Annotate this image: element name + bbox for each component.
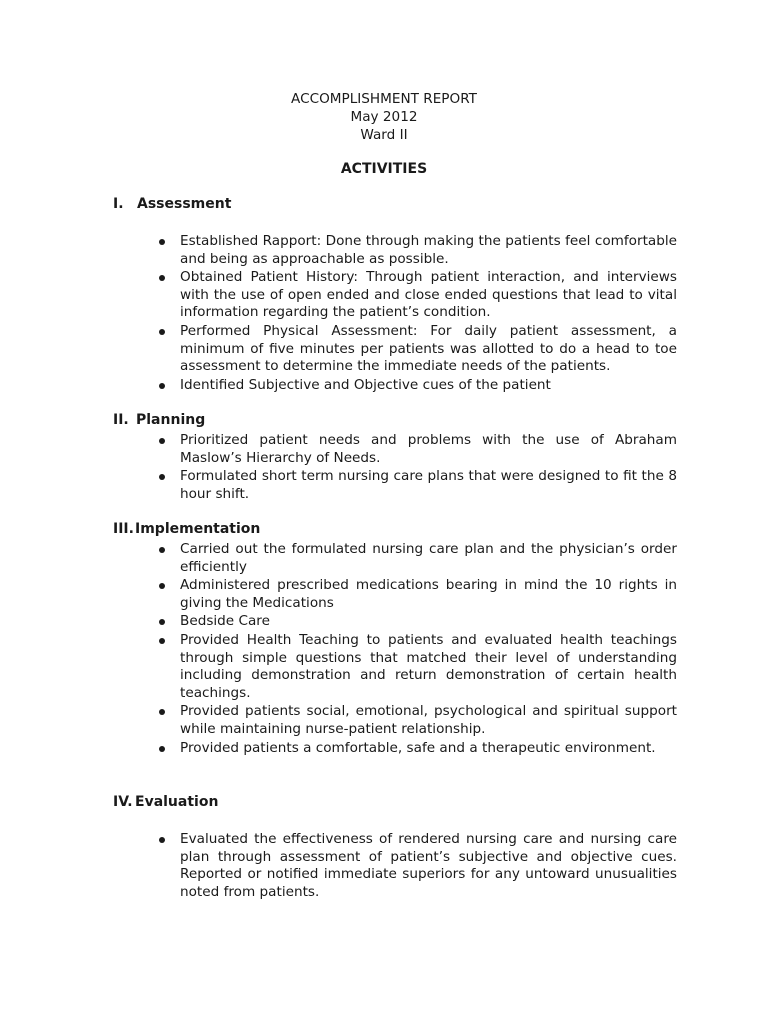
report-date: May 2012 [350,109,418,125]
section-heading-implementation [113,521,260,539]
list-item: Carried out the formulated nursing care plan and the physician’s order efficiently [180,541,677,575]
list-item: Identified Subjective and Objective cues of the patient [180,377,677,395]
section-number: I. [113,196,124,212]
section-title: Evaluation [135,794,219,810]
section-title: Implementation [135,521,261,537]
activities-heading: ACTIVITIES [340,161,428,177]
assessment-list [0,233,768,395]
list-item: Evaluated the effectiveness of rendered nursing care and nursing care plan through assessment of patient’s subjective and objective cues. Reported or notified immediate superiors for any untoward unusualities noted from patients. [180,831,677,900]
section-heading-assessment [113,196,231,214]
list-item: Formulated short term nursing care plans that were designed to fit the 8 hour shift. [180,468,677,502]
section-number: III. [113,521,134,537]
implementation-list [0,541,768,758]
section-number: II. [113,412,129,428]
section-title: Planning [136,412,206,428]
report-title: ACCOMPLISHMENT REPORT [291,91,477,107]
list-item: Prioritized patient needs and problems with the use of Abraham Maslow’s Hierarchy of Needs. [180,432,677,466]
list-item: Provided patients social, emotional, psychological and spiritual support while maintaining nurse-patient relationship. [180,703,677,737]
list-item: Obtained Patient History: Through patient interaction, and interviews with the use of open ended and close ended questions that lead to vital information regarding the patient’s condition. [180,269,677,321]
list-item: Bedside Care [180,613,677,631]
list-item: Established Rapport: Done through making the patients feel comfortable and being as approachable as possible. [180,233,677,267]
report-ward: Ward II [360,127,408,143]
list-item: Provided Health Teaching to patients and evaluated health teachings through simple questions that matched their level of understanding including demonstration and return demonstration of certain health teachings. [180,631,677,701]
list-item: Administered prescribed medications bearing in mind the 10 rights in giving the Medications [180,577,677,611]
planning-list [0,432,768,504]
list-item: Provided patients a comfortable, safe and a therapeutic environment. [180,740,677,758]
evaluation-list [0,831,768,902]
section-number: IV. [113,794,133,810]
report-header [0,90,768,144]
section-heading-evaluation [113,794,218,812]
section-heading-planning [113,412,205,430]
section-title: Assessment [137,196,232,212]
list-item: Performed Physical Assessment: For daily patient assessment, a minimum of five minutes per patients was allotted to do a head to toe assessment to determine the immediate needs of the patients. [180,322,677,375]
